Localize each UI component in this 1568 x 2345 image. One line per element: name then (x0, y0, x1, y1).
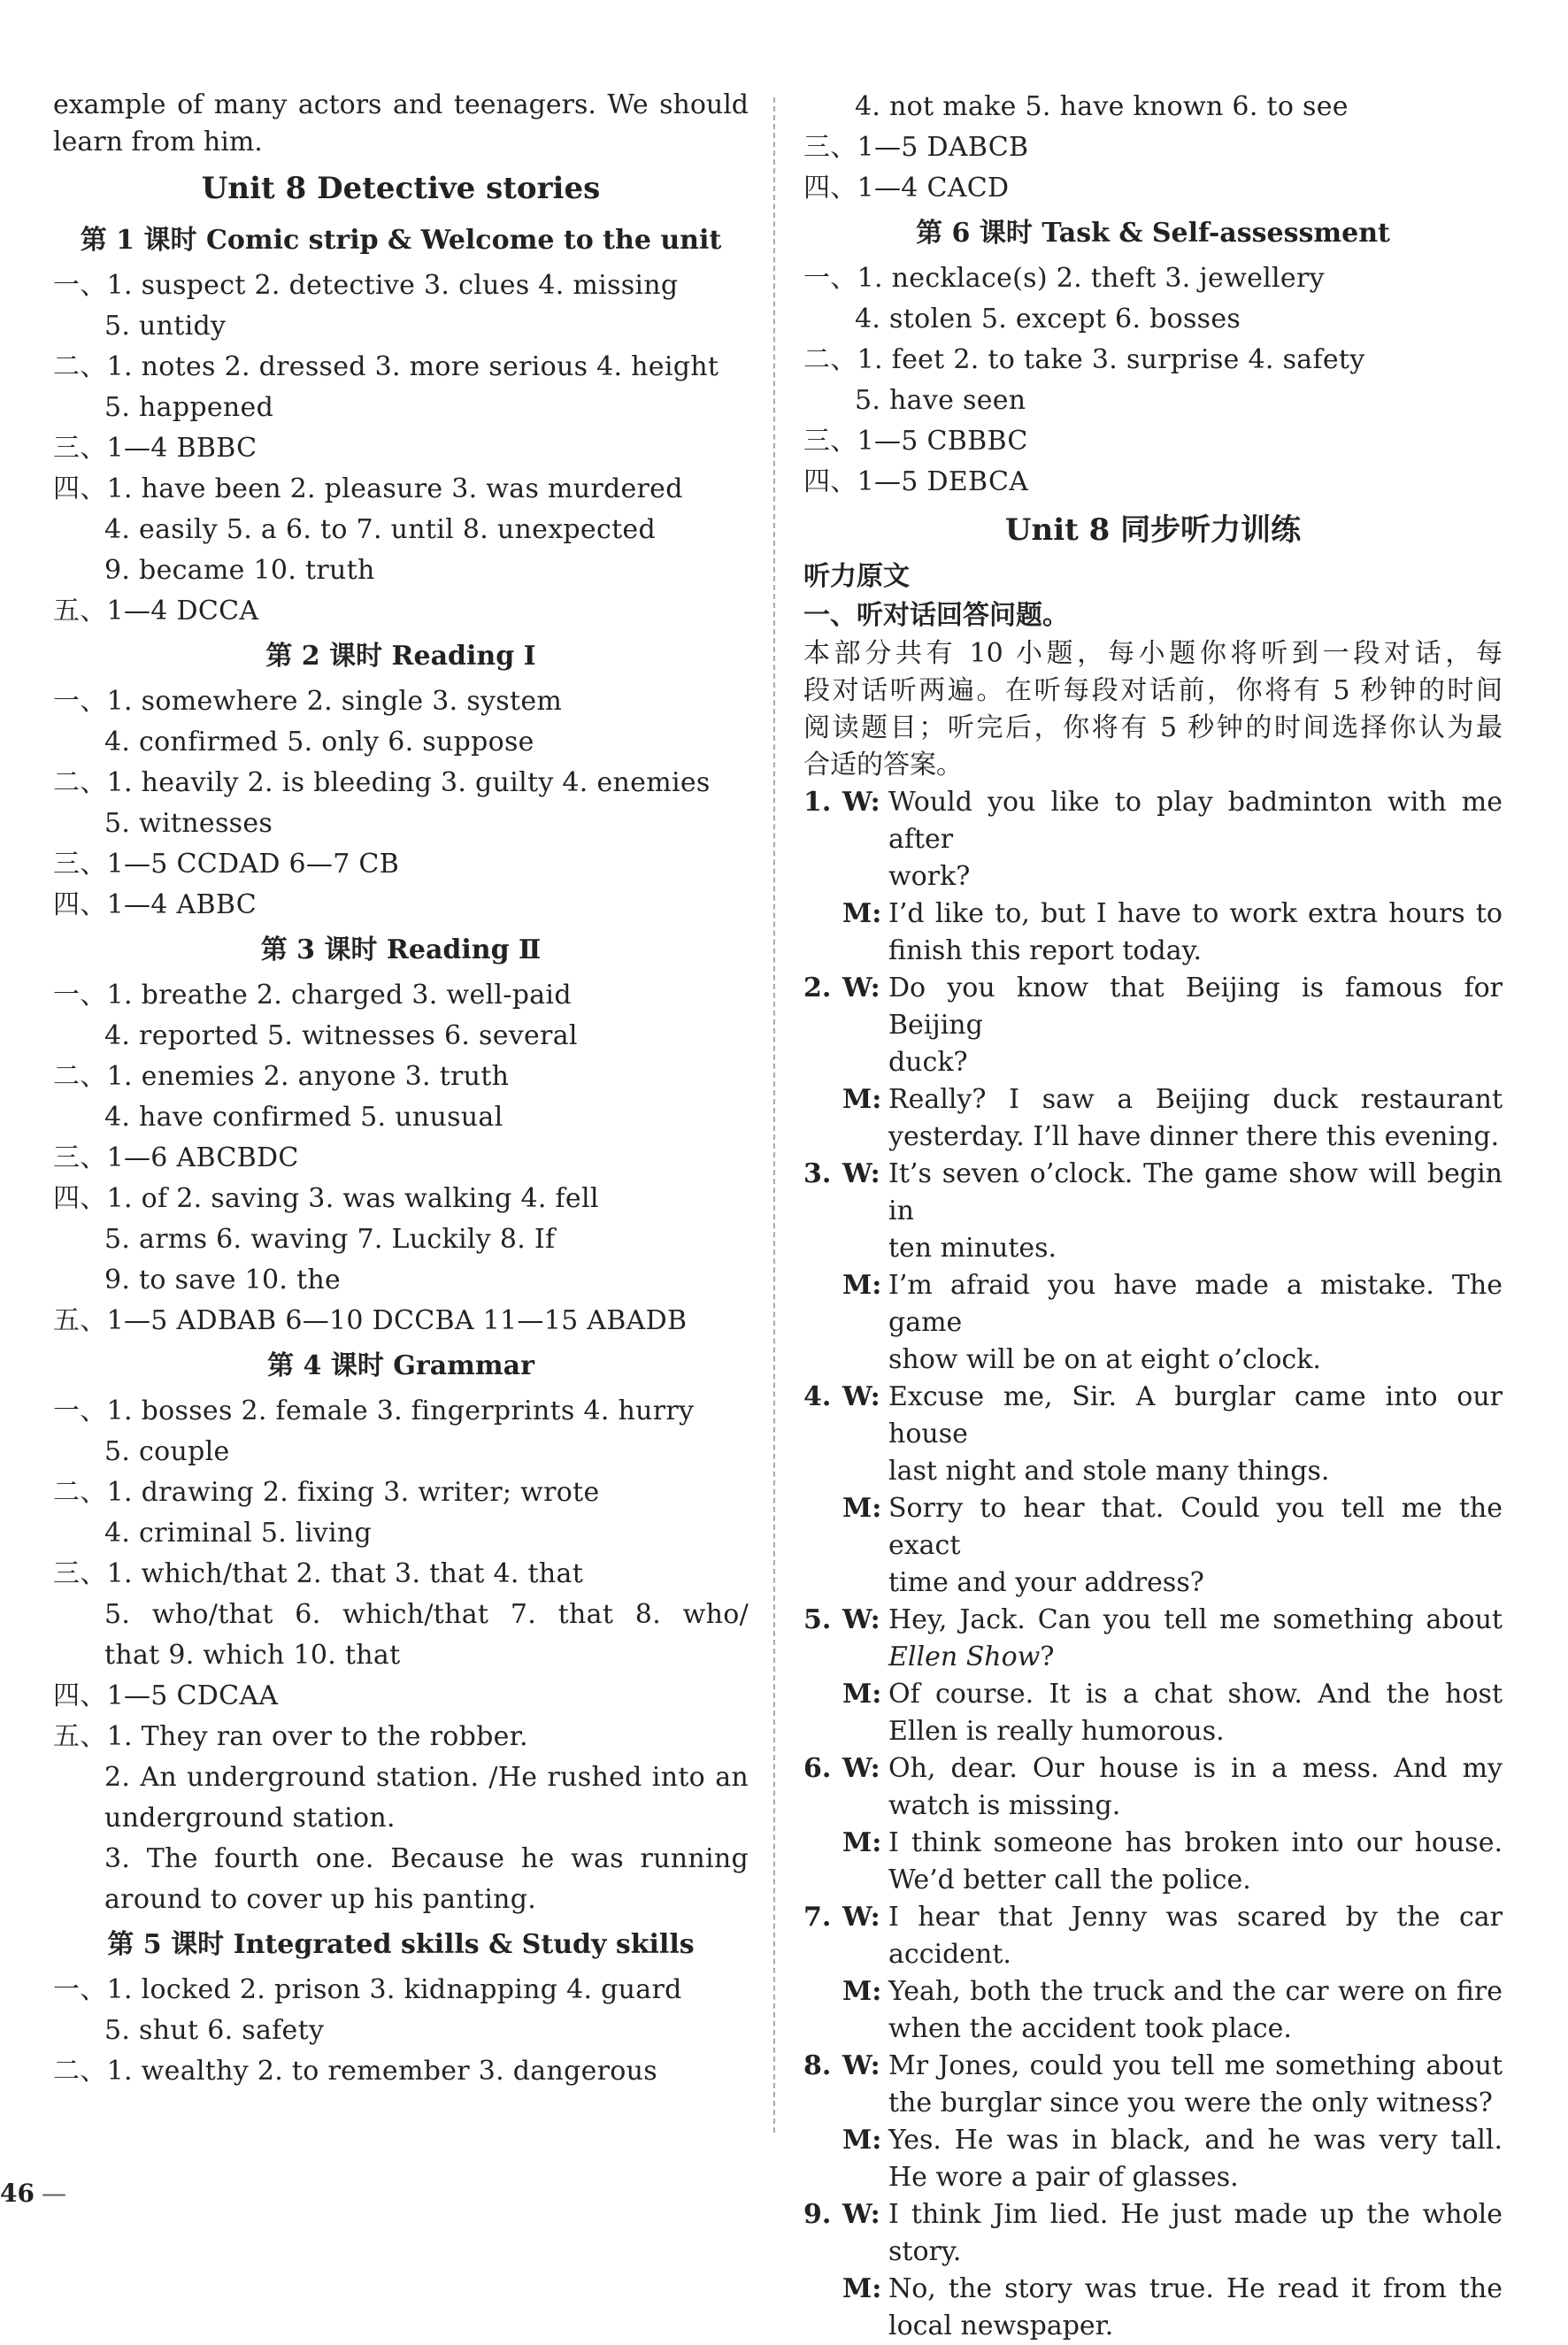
question-number: 8. (803, 2050, 832, 2081)
answer-line: 4. confirmed 5. only 6. suppose (104, 727, 534, 757)
dialogue-text: Really? I saw a Beijing duck restaurant (888, 1084, 1503, 1115)
right-column-answers (803, 87, 1503, 784)
dialogue-line (803, 2234, 1503, 2271)
answer-line: 5. witnesses (104, 808, 273, 839)
answer-line: 三、1—5 DABCB (803, 132, 1029, 163)
dialogue-text: last night and stole many things. (888, 1456, 1330, 1487)
question-number: 7. (803, 1902, 832, 1933)
answer-line: 5. who/that 6. which/that 7. that 8. who/ (104, 1599, 749, 1630)
answer-line: 5. shut 6. safety (104, 2015, 325, 2046)
dialogue-text: watch is missing. (888, 1790, 1121, 1821)
dialogue-text: It’s seven o’clock. The game show will begin in (888, 1158, 1503, 1226)
answer-line: around to cover up his panting. (104, 1884, 537, 1915)
speaker-label (842, 2159, 888, 2196)
answer-line: 一、1. necklace(s) 2. theft 3. jewellery (803, 263, 1325, 294)
answer-line: 4. stolen 5. except 6. bosses (855, 304, 1241, 334)
dialogue-line (803, 1825, 1503, 1862)
answer-line: 一、1. locked 2. prison 3. kidnapping 4. guard (53, 1974, 682, 2005)
speaker-label (842, 1119, 888, 1156)
paragraph-line: 合适的答案。 (803, 750, 963, 780)
dialogue-text: Yes. He was in black, and he was very tall. (888, 2125, 1503, 2156)
answer-line: 5. couple (104, 1436, 230, 1467)
question-number (803, 1936, 842, 1973)
page-number: 46 — (0, 2179, 66, 2208)
dialogue-text: Oh, dear. Our house is in a mess. And my (888, 1753, 1503, 1784)
right-column (803, 87, 1503, 2345)
listening-dialogues (803, 784, 1503, 2345)
answer-line: 三、1. which/that 2. that 3. that 4. that (53, 1558, 584, 1589)
dialogue-text: I think someone has broken into our house. (888, 1827, 1503, 1858)
question-number: 4. (803, 1381, 832, 1412)
question-number: 5. (803, 1604, 832, 1635)
answer-line: 9. to save 10. the (104, 1265, 342, 1296)
speaker-label: W: (842, 1753, 880, 1784)
dialogue-text: He wore a pair of glasses. (888, 2162, 1239, 2193)
section-label: 一、听对话回答问题。 (803, 600, 1069, 631)
dialogue-text: Ellen Show? (888, 1642, 1055, 1672)
answer-line: 四、1—5 CDCAA (53, 1680, 279, 1711)
answer-line: 二、1. drawing 2. fixing 3. writer; wrote (53, 1477, 600, 1508)
speaker-label (842, 1862, 888, 1899)
question-number: 2. (803, 973, 832, 1003)
dialogue-line (803, 1490, 1503, 1565)
dialogue-text: when the accident took place. (888, 2013, 1292, 2044)
dialogue-line (803, 784, 1503, 858)
speaker-label: M: (842, 1493, 882, 1524)
dialogue-text: We’d better call the police. (888, 1864, 1251, 1895)
answer-line: 二、1. feet 2. to take 3. surprise 4. safety (803, 344, 1365, 375)
speaker-label (842, 2011, 888, 2048)
dialogue-line (803, 2048, 1503, 2085)
section-label: 听力原文 (803, 561, 910, 592)
dialogue-line (803, 1156, 1503, 1230)
speaker-label: M: (842, 898, 882, 929)
answer-line: 三、1—6 ABCBDC (53, 1142, 299, 1173)
question-number: 6. (803, 1753, 832, 1784)
question-number (803, 1453, 842, 1490)
speaker-label: M: (842, 2125, 882, 2156)
dialogue-text: Of course. It is a chat show. And the host (888, 1679, 1503, 1710)
answer-line: 三、1—5 CBBBC (803, 426, 1028, 457)
unit-heading: Unit 8 同步听力训练 (1004, 512, 1302, 548)
dialogue-text: I’d like to, but I have to work extra hours to (888, 898, 1503, 929)
speaker-label: M: (842, 1084, 882, 1115)
answer-line: that 9. which 10. that (104, 1640, 401, 1671)
answer-line: 5. untidy (104, 311, 227, 342)
speaker-label (842, 1044, 888, 1081)
paragraph-line: 本部分共有 10 小题，每小题你将听到一段对话，每 (803, 638, 1503, 669)
lesson-heading: 第 6 课时 Task & Self-assessment (916, 218, 1390, 249)
dialogue-line (803, 1453, 1503, 1490)
dialogue-line (803, 1230, 1503, 1267)
lesson-heading: 第 2 课时 Reading Ⅰ (265, 641, 536, 672)
dialogue-line (803, 1119, 1503, 1156)
dialogue-line (803, 933, 1503, 970)
speaker-label (842, 1230, 888, 1267)
question-number: 1. (803, 787, 832, 818)
answer-line: 二、1. heavily 2. is bleeding 3. guilty 4. enemies (53, 767, 711, 798)
dialogue-text: accident. (888, 1939, 1011, 1970)
answer-line: 2. An underground station. /He rushed into an (104, 1762, 749, 1793)
dialogue-text: local newspaper. (888, 2310, 1114, 2341)
dialogue-line (803, 1081, 1503, 1119)
paragraph-line: 阅读题目；听完后，你将有 5 秒钟的时间选择你认为最 (803, 712, 1503, 743)
speaker-label: W: (842, 2050, 880, 2081)
dialogue-line (803, 2011, 1503, 2048)
unit-heading: Unit 8 Detective stories (201, 171, 601, 206)
dialogue-line (803, 1044, 1503, 1081)
dialogue-line (803, 1899, 1503, 1936)
answer-line: 4. reported 5. witnesses 6. several (104, 1020, 578, 1051)
dialogue-text: No, the story was true. He read it from the (888, 2273, 1503, 2304)
answer-line: 4. not make 5. have known 6. to see (855, 91, 1349, 122)
speaker-label: M: (842, 1679, 882, 1710)
speaker-label: W: (842, 1158, 880, 1189)
dialogue-text: Do you know that Beijing is famous for Beijing (888, 973, 1503, 1041)
lesson-heading: 第 4 课时 Grammar (267, 1350, 534, 1381)
speaker-label: W: (842, 2199, 880, 2230)
dialogue-text: show will be on at eight o’clock. (888, 1344, 1321, 1375)
question-number (803, 1639, 842, 1676)
speaker-label: W: (842, 1604, 880, 1635)
answer-line: 5. happened (104, 392, 274, 423)
speaker-label (842, 858, 888, 896)
dialogue-text: finish this report today. (888, 935, 1203, 966)
speaker-label (842, 2085, 888, 2122)
dialogue-line (803, 1973, 1503, 2011)
question-number (803, 1788, 842, 1825)
speaker-label: W: (842, 1902, 880, 1933)
speaker-label (842, 1936, 888, 1973)
answer-line: 5. have seen (855, 385, 1026, 416)
dialogue-line (803, 1602, 1503, 1639)
dialogue-text: I think Jim lied. He just made up the whole (888, 2199, 1503, 2230)
answer-line: 二、1. notes 2. dressed 3. more serious 4. height (53, 351, 719, 382)
dialogue-line (803, 1676, 1503, 1713)
dialogue-text: Ellen is really humorous. (888, 1716, 1225, 1747)
question-number: 3. (803, 1158, 832, 1189)
dialogue-line (803, 1750, 1503, 1788)
answer-line: 四、1. of 2. saving 3. was walking 4. fell (53, 1183, 599, 1214)
dialogue-text: Would you like to play badminton with me after (888, 787, 1503, 855)
speaker-label: M: (842, 2273, 882, 2304)
dialogue-text: I hear that Jenny was scared by the car (888, 1902, 1503, 1933)
question-number: 9. (803, 2199, 832, 2230)
speaker-label (842, 1342, 888, 1379)
speaker-label (842, 2308, 888, 2345)
answer-line: 二、1. enemies 2. anyone 3. truth (53, 1061, 510, 1092)
dialogue-text: yesterday. I’ll have dinner there this evening. (888, 1121, 1500, 1152)
dialogue-text: ten minutes. (888, 1233, 1057, 1264)
dialogue-line (803, 1788, 1503, 1825)
dialogue-text: duck? (888, 1047, 968, 1078)
dialogue-text: Hey, Jack. Can you tell me something about (888, 1604, 1503, 1635)
question-number (803, 858, 842, 896)
speaker-label (842, 1713, 888, 1750)
speaker-label: M: (842, 1270, 882, 1301)
left-column (53, 87, 749, 2092)
speaker-label (842, 933, 888, 970)
paragraph-line: learn from him. (53, 127, 263, 158)
question-number (803, 1044, 842, 1081)
dialogue-line (803, 1936, 1503, 1973)
dialogue-line (803, 1342, 1503, 1379)
dialogue-text: the burglar since you were the only witness? (888, 2087, 1493, 2118)
answer-line: 五、1. They ran over to the robber. (53, 1721, 528, 1752)
column-divider (773, 97, 775, 2133)
dialogue-line (803, 1862, 1503, 1899)
lesson-heading: 第 5 课时 Integrated skills & Study skills (107, 1929, 695, 1960)
lesson-heading: 第 1 课时 Comic strip & Welcome to the unit (80, 225, 722, 256)
dialogue-line (803, 970, 1503, 1044)
answer-line: underground station. (104, 1803, 396, 1834)
dialogue-line (803, 2085, 1503, 2122)
question-number (803, 1230, 842, 1267)
speaker-label: W: (842, 973, 880, 1003)
answer-line: 一、1. breathe 2. charged 3. well-paid (53, 980, 572, 1011)
speaker-label (842, 1453, 888, 1490)
paragraph-line: 段对话听两遍。在听每段对话前，你将有 5 秒钟的时间 (803, 675, 1503, 706)
speaker-label: W: (842, 1381, 880, 1412)
dialogue-line (803, 2196, 1503, 2234)
lesson-heading: 第 3 课时 Reading Ⅱ (260, 934, 542, 965)
answer-line: 四、1—4 CACD (803, 173, 1010, 204)
speaker-label: M: (842, 1976, 882, 2007)
answer-line: 二、1. wealthy 2. to remember 3. dangerous (53, 2056, 657, 2087)
answer-line: 4. have confirmed 5. unusual (104, 1102, 503, 1133)
paragraph-line: example of many actors and teenagers. We should (53, 89, 749, 120)
answer-line: 9. became 10. truth (104, 555, 375, 586)
dialogue-line (803, 1713, 1503, 1750)
dialogue-text: story. (888, 2236, 962, 2267)
dialogue-text: Excuse me, Sir. A burglar came into our house (888, 1381, 1503, 1449)
question-number (803, 2234, 842, 2271)
answer-line: 五、1—4 DCCA (53, 596, 259, 627)
dialogue-line (803, 896, 1503, 933)
speaker-label (842, 1639, 888, 1676)
dialogue-text: Sorry to hear that. Could you tell me the exact (888, 1493, 1503, 1561)
speaker-label: M: (842, 1827, 882, 1858)
dialogue-line (803, 2271, 1503, 2308)
answer-line: 四、1—4 ABBC (53, 889, 257, 920)
dialogue-line (803, 1639, 1503, 1676)
speaker-label (842, 1788, 888, 1825)
dialogue-line (803, 858, 1503, 896)
dialogue-line (803, 1379, 1503, 1453)
question-number (803, 2085, 842, 2122)
answer-line: 四、1. have been 2. pleasure 3. was murdered (53, 473, 683, 504)
speaker-label (842, 2234, 888, 2271)
answer-line: 三、1—4 BBBC (53, 433, 257, 464)
answer-line: 3. The fourth one. Because he was running (104, 1843, 749, 1874)
speaker-label (842, 1565, 888, 1602)
answer-line: 4. criminal 5. living (104, 1518, 372, 1549)
answer-line: 一、1. bosses 2. female 3. fingerprints 4. hurry (53, 1395, 695, 1426)
dialogue-text: work? (888, 861, 971, 892)
answer-line: 四、1—5 DEBCA (803, 466, 1029, 497)
speaker-label: W: (842, 787, 880, 818)
dialogue-line (803, 2122, 1503, 2159)
answer-line: 5. arms 6. waving 7. Luckily 8. If (104, 1224, 556, 1255)
dialogue-line (803, 2308, 1503, 2345)
dialogue-line (803, 1267, 1503, 1342)
dialogue-text: time and your address? (888, 1567, 1204, 1598)
answer-line: 一、1. suspect 2. detective 3. clues 4. missing (53, 270, 679, 301)
answer-line: 4. easily 5. a 6. to 7. until 8. unexpected (104, 514, 656, 545)
dialogue-line (803, 1565, 1503, 1602)
answer-line: 五、1—5 ADBAB 6—10 DCCBA 11—15 ABADB (53, 1305, 688, 1336)
answer-line: 三、1—5 CCDAD 6—7 CB (53, 849, 400, 880)
answer-line: 一、1. somewhere 2. single 3. system (53, 686, 563, 717)
dialogue-text: Mr Jones, could you tell me something about (888, 2050, 1503, 2081)
dialogue-line (803, 2159, 1503, 2196)
dialogue-text: Yeah, both the truck and the car were on fire (888, 1976, 1503, 2007)
dialogue-text: I’m afraid you have made a mistake. The game (888, 1270, 1503, 1338)
